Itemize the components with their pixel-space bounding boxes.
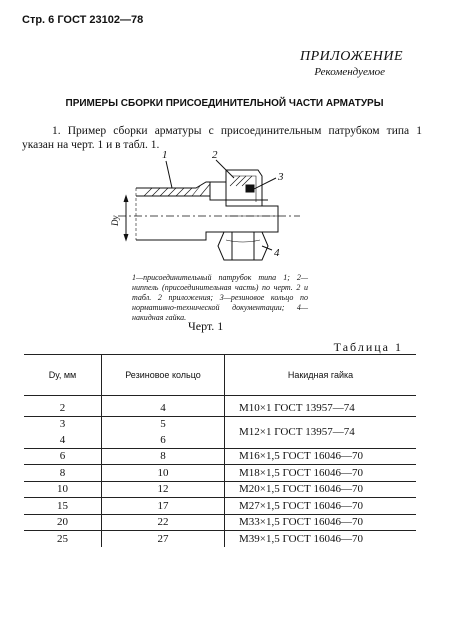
table-row — [24, 498, 416, 515]
cell-ring: 6 — [102, 432, 225, 448]
cell-nut: M33×1,5 ГОСТ 16046—70 — [225, 514, 417, 531]
page-header: Стр. 6 ГОСТ 23102—78 — [22, 14, 144, 26]
cell-ring: 5 — [102, 416, 225, 432]
header-dy: Dу, мм — [24, 355, 102, 396]
cell-dy: 15 — [24, 498, 102, 515]
cell-nut: M27×1,5 ГОСТ 16046—70 — [225, 498, 417, 515]
spec-table — [24, 354, 416, 547]
table-row — [24, 416, 416, 432]
cell-nut: M39×1,5 ГОСТ 16046—70 — [225, 531, 417, 547]
label-2: 2 — [212, 149, 218, 161]
section-title: ПРИМЕРЫ СБОРКИ ПРИСОЕДИНИТЕЛЬНОЙ ЧАСТИ АРМАТУРЫ — [65, 98, 384, 109]
cell-ring: 10 — [102, 465, 225, 482]
intro-paragraph: 1. Пример сборки арматуры с присоединительным патрубком типа 1 указан на черт. 1 и в табл. 1. — [22, 125, 422, 151]
figure-caption: 1—присоединительный патрубок типа 1; 2—ниппель (присоединительная часть) по черт. 2 и табл. 2 приложения; 3—резиновое кольцо по нормативно-технической документации; 4—накидная гайка. — [132, 273, 308, 322]
cell-dy: 6 — [24, 448, 102, 465]
cell-ring: 27 — [102, 531, 225, 547]
cell-ring: 12 — [102, 481, 225, 498]
cell-ring: 8 — [102, 448, 225, 465]
header-ring: Резиновое кольцо — [102, 355, 225, 396]
cell-nut: M16×1,5 ГОСТ 16046—70 — [225, 448, 417, 465]
label-3: 3 — [278, 171, 284, 183]
cell-dy: 10 — [24, 481, 102, 498]
label-dy: Dу — [110, 215, 120, 226]
cell-ring: 4 — [102, 396, 225, 417]
cell-nut: M18×1,5 ГОСТ 16046—70 — [225, 465, 417, 482]
cell-nut: M12×1 ГОСТ 13957—74 — [225, 416, 417, 448]
label-1: 1 — [162, 149, 168, 161]
figure-label: Черт. 1 — [188, 319, 224, 333]
cell-ring: 17 — [102, 498, 225, 515]
table-row — [24, 531, 416, 547]
cell-ring: 22 — [102, 514, 225, 531]
appendix-subtitle: Рекомендуемое — [314, 66, 385, 78]
cell-dy: 20 — [24, 514, 102, 531]
cell-dy: 4 — [59, 433, 66, 446]
table-label: Таблица 1 — [333, 340, 403, 354]
table-row — [24, 448, 416, 465]
cell-nut: M10×1 ГОСТ 13957—74 — [239, 401, 355, 414]
table-row — [24, 465, 416, 482]
table-row — [24, 514, 416, 531]
cell-dy: 8 — [24, 465, 102, 482]
label-4: 4 — [274, 247, 280, 259]
cell-dy: 2 — [59, 401, 66, 414]
cell-dy: 3 — [24, 416, 102, 432]
header-nut: Накидная гайка — [225, 355, 417, 396]
table-row — [24, 396, 416, 417]
appendix-title: ПРИЛОЖЕНИЕ — [300, 49, 403, 64]
table-header-row — [24, 355, 416, 396]
cell-dy: 25 — [24, 531, 102, 547]
cell-nut: M20×1,5 ГОСТ 16046—70 — [225, 481, 417, 498]
table-row — [24, 481, 416, 498]
